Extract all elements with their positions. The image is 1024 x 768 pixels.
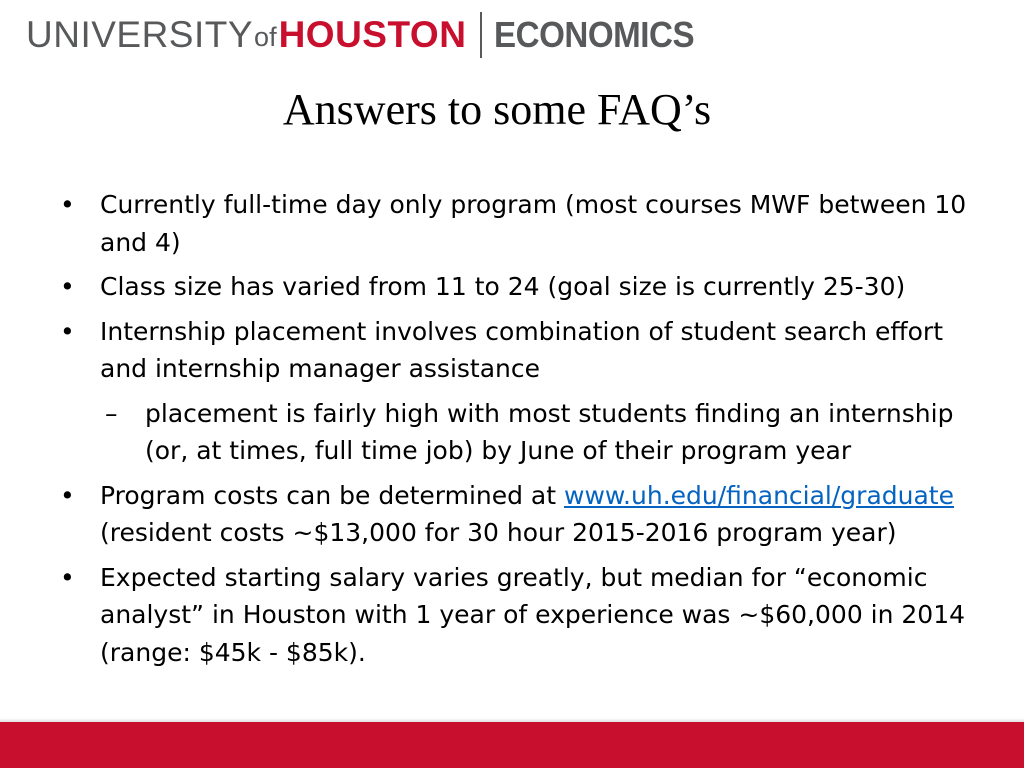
bullet-icon: • [60,562,75,592]
logo-divider [480,12,482,58]
bullet-text-after-link: (resident costs ~$13,000 for 30 hour 2015-2016 program year) [100,518,897,547]
logo-university-text: UNIVERSITY [26,14,254,55]
university-logo [26,10,712,60]
dash-icon: – [105,398,118,428]
sub-item-text: placement is fairly high with most students finding an internship (or, at times, full time job) by June of their program year [145,398,954,465]
logo-houston-text: HOUSTON [278,14,467,55]
bullet-text: Class size has varied from 11 to 24 (goal size is currently 25-30) [100,272,906,301]
bullet-list [60,186,980,678]
bullet-text: Expected starting salary varies greatly, but median for “economic analyst” in Houston with 1 year of experience was ~$60,000 in 2014 (range: $45k - $85k). [100,562,966,667]
bullet-icon: • [60,190,75,219]
slide-title: Answers to some FAQ’s [282,85,712,134]
bullet-item-salary [60,559,980,672]
bullet-item-internship [60,313,980,388]
bullet-text: Currently full-time day only program (most courses MWF between 10 and 4) [100,190,967,257]
bullet-icon: • [60,480,75,510]
bullet-icon: • [60,272,75,301]
logo-of-text: of [254,21,277,52]
bullet-text-before-link: Program costs can be determined at [100,480,565,510]
bullet-item-costs [60,477,980,552]
bullet-item-schedule [60,186,980,261]
logo-department-text: ECONOMICS [494,14,695,55]
sub-item-placement [105,395,980,470]
bullet-item-class-size [60,268,980,306]
footer-bar [0,722,1024,768]
financial-graduate-link[interactable]: www.uh.edu/financial/graduate [564,480,954,510]
bullet-icon: • [60,316,75,346]
bullet-text: Internship placement involves combination of student search effort and internship manager assistance [100,316,944,383]
